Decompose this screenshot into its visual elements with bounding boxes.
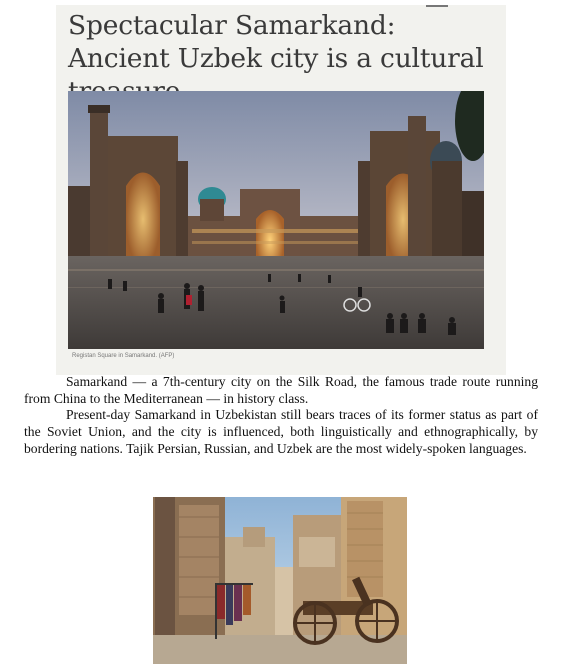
article-headline: Spectacular Samarkand: Ancient Uzbek city is a cultural <box>68 10 484 74</box>
article-clipping <box>56 5 506 375</box>
photo-caption: Registan Square in Samarkand. (AFP) <box>72 353 175 359</box>
top-rule <box>426 5 448 7</box>
registan-square-photo <box>68 91 484 349</box>
body-paragraph-2: Present-day Samarkand in Uzbekistan still bears traces of its former status as part of the Soviet Union, and the city is influenced, both linguistically and ethnographically, by bordering nations. Tajik Persian, Russian, and Uzbek are the most widely-spoken languages. <box>24 407 538 456</box>
body-paragraph-1: Samarkand — a 7th-century city on the Silk Road, the famous trade route running from China to the Mediterranean — in history class. <box>24 374 538 406</box>
street-market-photo <box>153 497 407 664</box>
article-body <box>24 374 538 458</box>
